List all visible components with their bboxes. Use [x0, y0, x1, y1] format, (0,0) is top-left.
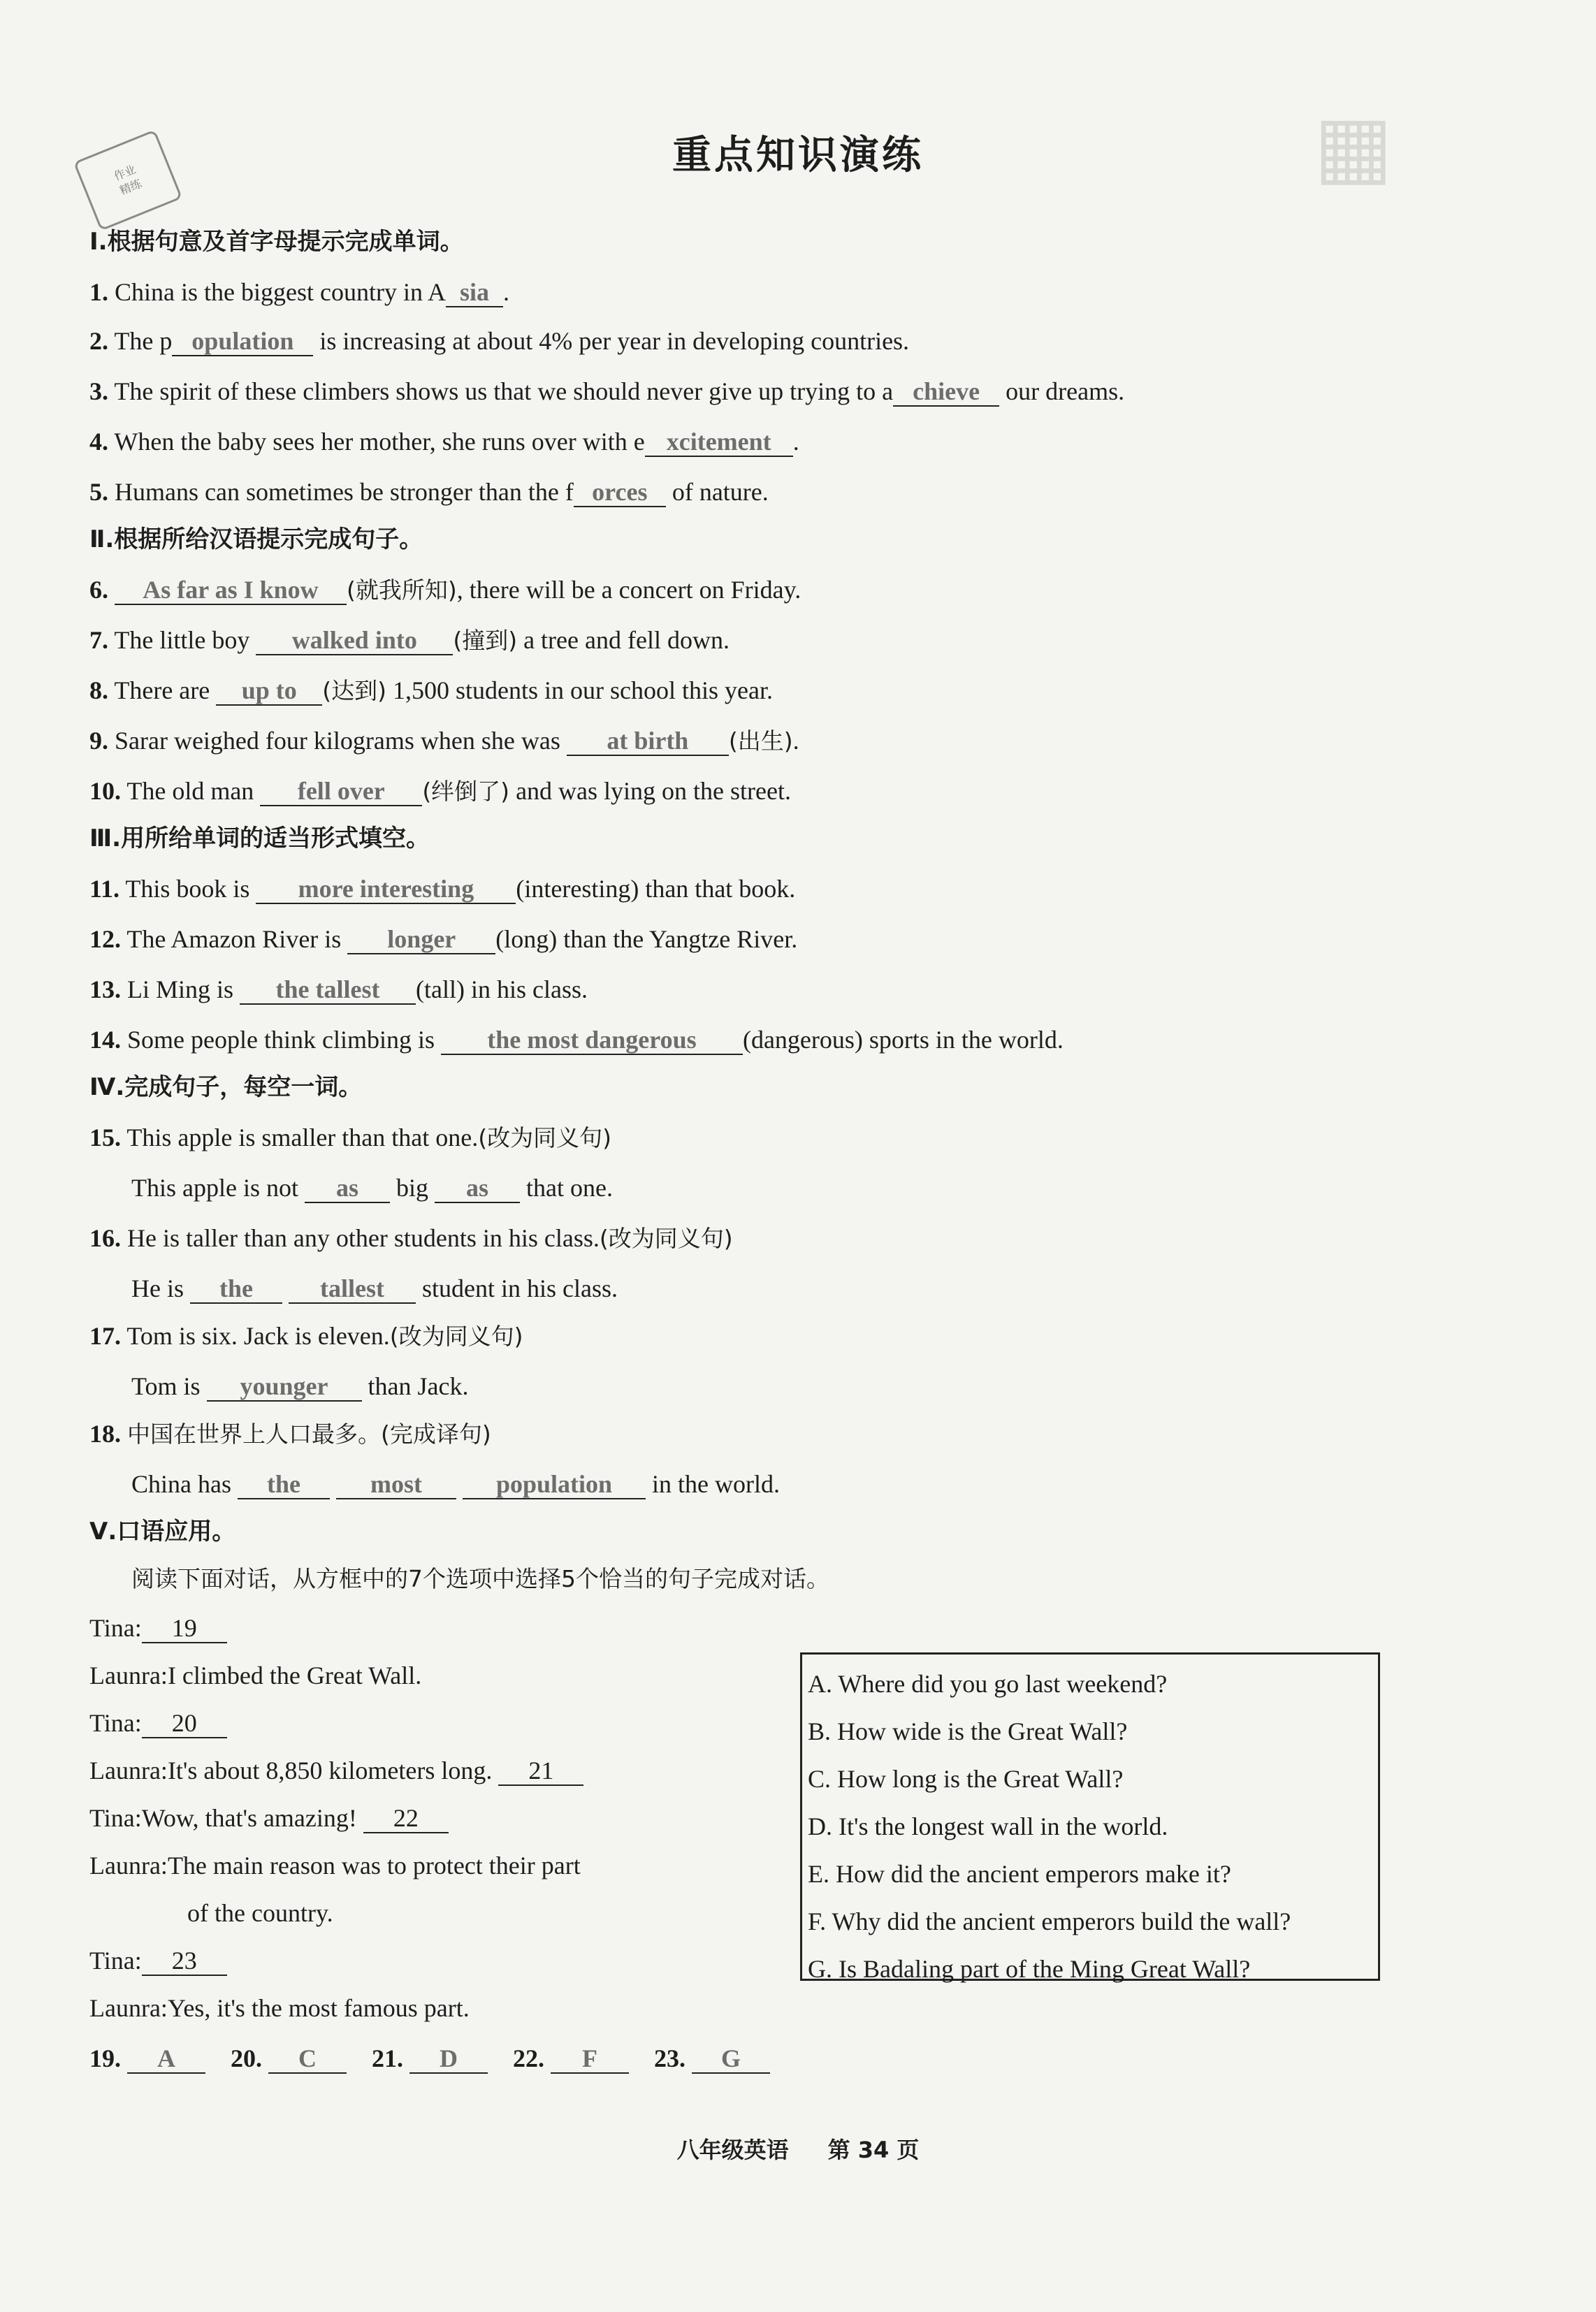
q14-number: 14.	[89, 1026, 121, 1054]
question-12	[89, 922, 797, 956]
q14-text: Some people think climbing is	[127, 1026, 435, 1054]
q4-post: .	[792, 428, 799, 456]
option-a[interactable]: A. Where did you go last weekend?	[808, 1670, 1168, 1698]
q15-blank-2[interactable]: as	[435, 1174, 520, 1203]
q2-post: is increasing at about 4% per year in developing countries.	[319, 327, 910, 355]
speaker-launra: Launra:	[89, 1757, 168, 1784]
q5-number: 5.	[89, 478, 108, 506]
question-17-rewrite	[131, 1369, 468, 1403]
q18-note: (完成译句)	[381, 1420, 491, 1448]
dialog-line-6	[89, 1849, 581, 1882]
page-footer	[0, 2132, 1596, 2165]
question-4	[89, 425, 799, 458]
q13-text: Li Ming is	[127, 975, 234, 1003]
q16-text: He is taller than any other students in his class.	[127, 1224, 600, 1252]
q15-note: (改为同义句)	[478, 1124, 611, 1151]
q6-answer-blank[interactable]: As far as I know	[115, 576, 347, 605]
speaker-launra: Launra:	[89, 1852, 168, 1880]
q18-number: 18.	[89, 1420, 121, 1448]
dialog-line-8	[89, 1991, 470, 2025]
option-f[interactable]: F. Why did the ancient emperors build the wall?	[808, 1907, 1291, 1935]
q7-text: The little boy	[114, 626, 250, 654]
answer-22-blank[interactable]: F	[551, 2044, 629, 2074]
q13-answer-blank[interactable]: the tallest	[240, 975, 416, 1005]
q14-answer-blank[interactable]: the most dangerous	[441, 1026, 743, 1055]
dialog-blank-20[interactable]: 20	[142, 1709, 227, 1738]
speaker-tina: Tina:	[89, 1947, 142, 1975]
question-2	[89, 324, 909, 358]
q1-post: .	[502, 278, 509, 306]
q5-post: of nature.	[672, 478, 769, 506]
q1-text: China is the biggest country in A	[115, 278, 446, 306]
q15-post: that one.	[526, 1174, 613, 1202]
q2-answer-blank[interactable]: opulation	[172, 327, 313, 356]
q6-number: 6.	[89, 576, 108, 604]
page-number: 第 34 页	[827, 2137, 920, 2163]
q17-text: Tom is six. Jack is eleven.	[126, 1322, 390, 1350]
q17-note: (改为同义句)	[389, 1323, 523, 1350]
dialog-text-5: Wow, that's amazing!	[141, 1804, 357, 1832]
q9-hint: (出生)	[728, 727, 793, 755]
question-3	[89, 375, 1124, 408]
q10-number: 10.	[89, 777, 121, 805]
dialog-line-3	[89, 1706, 227, 1740]
q17-post: than Jack.	[368, 1372, 469, 1400]
question-11	[89, 872, 795, 906]
q13-post: (tall) in his class.	[416, 975, 588, 1003]
q17-blank-1[interactable]: younger	[207, 1372, 362, 1402]
speaker-tina: Tina:	[89, 1709, 142, 1737]
q11-post: (interesting) than that book.	[516, 875, 796, 903]
question-18	[89, 1417, 491, 1451]
q8-number: 8.	[89, 676, 108, 704]
q2-number: 2.	[89, 327, 108, 355]
q8-post: 1,500 students in our school this year.	[393, 676, 773, 704]
question-5	[89, 475, 769, 509]
q8-answer-blank[interactable]: up to	[216, 676, 322, 706]
answer-19-number: 19.	[89, 2044, 121, 2072]
answer-20-blank[interactable]: C	[268, 2044, 347, 2074]
q9-text: Sarar weighed four kilograms when she was	[115, 727, 560, 755]
answer-20-number: 20.	[231, 2044, 262, 2072]
q14-post: (dangerous) sports in the world.	[742, 1026, 1064, 1054]
answer-22-number: 22.	[513, 2044, 544, 2072]
dialog-blank-19[interactable]: 19	[142, 1614, 227, 1643]
q15-blank-1[interactable]: as	[305, 1174, 390, 1203]
q7-post: a tree and fell down.	[523, 626, 730, 654]
dialog-text-2: I climbed the Great Wall.	[167, 1662, 422, 1689]
badge-line2: 精练	[117, 176, 144, 198]
q18-blank-2[interactable]: most	[336, 1470, 456, 1499]
section-3-heading: Ⅲ.用所给单词的适当形式填空。	[89, 824, 430, 852]
section-4-heading: Ⅳ.完成句子，每空一词。	[89, 1073, 363, 1101]
q9-answer-blank[interactable]: at birth	[567, 727, 729, 756]
q10-text: The old man	[126, 777, 254, 805]
q12-text: The Amazon River is	[126, 925, 342, 953]
q13-number: 13.	[89, 975, 121, 1003]
q18-blank-1[interactable]: the	[238, 1470, 330, 1499]
question-16	[89, 1221, 733, 1256]
q4-text: When the baby sees her mother, she runs over with e	[114, 428, 645, 456]
question-9	[89, 724, 799, 758]
question-15	[89, 1121, 611, 1155]
dialog-instruction: 阅读下面对话，从方框中的7个选项中选择5个恰当的句子完成对话。	[131, 1565, 829, 1592]
q6-hint: (就我所知)	[347, 576, 457, 604]
q7-hint: (撞到)	[453, 627, 518, 654]
q4-answer-blank[interactable]: xcitement	[645, 428, 793, 457]
q7-number: 7.	[89, 626, 108, 654]
q16-post: student in his class.	[422, 1274, 618, 1302]
question-14	[89, 1023, 1064, 1056]
speaker-tina: Tina:	[89, 1804, 142, 1832]
q3-number: 3.	[89, 377, 108, 405]
q17-number: 17.	[89, 1322, 121, 1350]
answer-23-number: 23.	[654, 2044, 685, 2072]
q18-rewrite-text: China has	[131, 1470, 231, 1498]
question-18-translation	[131, 1467, 780, 1501]
q11-number: 11.	[89, 875, 120, 903]
speaker-tina: Tina:	[89, 1614, 142, 1642]
q18-text: 中国在世界上人口最多。	[127, 1420, 381, 1448]
answer-21-blank[interactable]: D	[409, 2044, 488, 2074]
q12-post: (long) than the Yangtze River.	[495, 925, 798, 953]
q1-number: 1.	[89, 278, 108, 306]
question-8	[89, 674, 773, 708]
question-7	[89, 623, 730, 657]
q16-note: (改为同义句)	[599, 1225, 733, 1252]
q5-text: Humans can sometimes be stronger than the f	[115, 478, 574, 506]
options-box	[800, 1652, 1380, 1981]
section-2-heading: Ⅱ.根据所给汉语提示完成句子。	[89, 525, 423, 553]
speaker-launra: Launra:	[89, 1994, 168, 2022]
q18-post: in the world.	[651, 1470, 780, 1498]
q18-blank-3[interactable]: population	[463, 1470, 646, 1499]
q15-number: 15.	[89, 1124, 121, 1151]
q3-text: The spirit of these climbers shows us that we should never give up trying to a	[114, 377, 894, 405]
bleed-through-mark: ▦	[1314, 98, 1393, 195]
q12-answer-blank[interactable]: longer	[347, 925, 495, 954]
dialog-line-4	[89, 1754, 583, 1787]
q9-post: .	[792, 727, 799, 755]
q5-answer-blank[interactable]: orces	[574, 478, 666, 507]
question-17	[89, 1319, 523, 1353]
q6-post: , there will be a concert on Friday.	[456, 576, 801, 604]
q12-number: 12.	[89, 925, 121, 953]
q16-number: 16.	[89, 1224, 121, 1252]
question-10	[89, 774, 791, 808]
dialog-blank-22[interactable]: 22	[363, 1804, 449, 1833]
dialog-line-2	[89, 1659, 421, 1692]
dialog-line-7	[89, 1944, 227, 1977]
q17-rewrite-text: Tom is	[131, 1372, 201, 1400]
option-g[interactable]: G. Is Badaling part of the Ming Great Wall?	[808, 1955, 1251, 1983]
option-b[interactable]: B. How wide is the Great Wall?	[808, 1717, 1128, 1745]
q3-answer-blank[interactable]: chieve	[893, 377, 999, 407]
section-5-heading: Ⅴ.口语应用。	[89, 1518, 236, 1546]
question-1	[89, 275, 509, 309]
q8-text: There are	[114, 676, 210, 704]
q2-text: The p	[114, 327, 173, 355]
dialog-line-6-cont: of the country.	[187, 1899, 333, 1927]
q15-rewrite-text: This apple is not	[131, 1174, 298, 1202]
q15-text: This apple is smaller than that one.	[126, 1124, 479, 1151]
question-15-rewrite	[131, 1171, 613, 1205]
footer-grade: 八年级英语	[676, 2137, 789, 2163]
q3-post: our dreams.	[1006, 377, 1125, 405]
q10-hint: (绊倒了)	[422, 778, 510, 805]
dialog-line-5	[89, 1801, 449, 1835]
dialog-blank-21[interactable]: 21	[498, 1757, 583, 1786]
q8-hint: (达到)	[322, 677, 386, 704]
q7-answer-blank[interactable]: walked into	[256, 626, 453, 655]
q10-post: and was lying on the street.	[516, 777, 791, 805]
q15-mid: big	[396, 1174, 428, 1202]
answer-21-number: 21.	[372, 2044, 403, 2072]
q11-text: This book is	[125, 875, 250, 903]
dialog-blank-23[interactable]: 23	[142, 1947, 227, 1976]
q1-answer-blank[interactable]: sia	[446, 278, 503, 307]
dialog-text-8: Yes, it's the most famous part.	[167, 1994, 470, 2022]
dialog-text-4: It's about 8,850 kilometers long.	[167, 1757, 493, 1784]
speaker-launra: Launra:	[89, 1662, 168, 1689]
question-16-rewrite	[131, 1272, 618, 1305]
badge-line1: 作业	[112, 162, 138, 184]
answer-19-blank[interactable]: A	[127, 2044, 205, 2074]
q11-answer-blank[interactable]: more interesting	[256, 875, 516, 904]
q16-blank-2[interactable]: tallest	[289, 1274, 416, 1304]
section-1-heading: Ⅰ.根据句意及首字母提示完成单词。	[89, 228, 464, 256]
question-6	[89, 573, 801, 607]
dialog-text-6: The main reason was to protect their part	[167, 1852, 581, 1880]
answer-23-blank[interactable]: G	[692, 2044, 770, 2074]
q10-answer-blank[interactable]: fell over	[260, 777, 422, 806]
dialog-line-1	[89, 1611, 227, 1645]
q9-number: 9.	[89, 727, 108, 755]
q16-rewrite-text: He is	[131, 1274, 184, 1302]
option-d[interactable]: D. It's the longest wall in the world.	[808, 1812, 1168, 1840]
page-title: 重点知识演练	[672, 132, 924, 178]
option-e[interactable]: E. How did the ancient emperors make it?	[808, 1860, 1231, 1888]
q4-number: 4.	[89, 428, 108, 456]
q16-blank-1[interactable]: the	[190, 1274, 282, 1304]
option-c[interactable]: C. How long is the Great Wall?	[808, 1765, 1124, 1793]
answer-row	[89, 2042, 770, 2075]
question-13	[89, 973, 588, 1006]
